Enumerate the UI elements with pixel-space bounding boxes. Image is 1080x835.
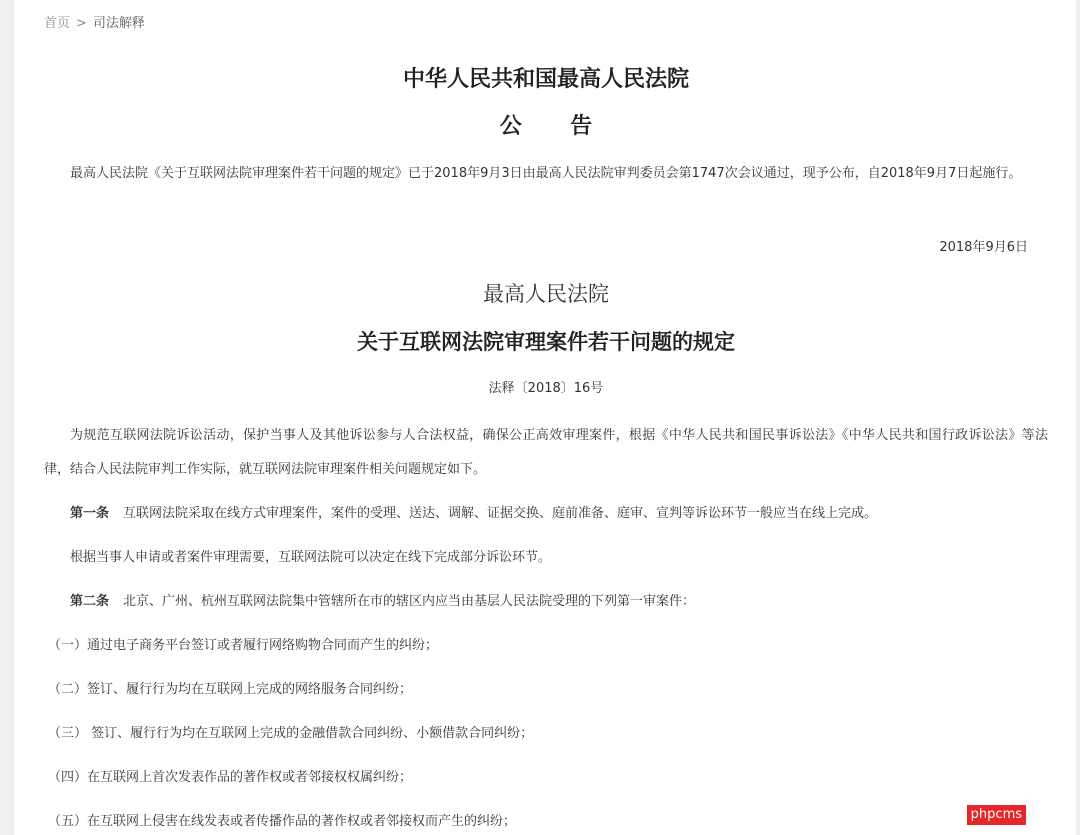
list-item: （二）签订、履行行为均在互联网上完成的网络服务合同纠纷； [48,682,413,697]
page [14,0,1076,835]
regulation-court-name: 最高人民法院 [483,282,609,306]
article-2-text: 北京、广州、杭州互联网法院集中管辖所在市的辖区内应当由基层人民法院受理的下列第一审案件： [123,594,696,609]
regulation-title: 关于互联网法院审理案件若干问题的规定 [357,330,735,354]
watermark-logo: phpcms [967,805,1026,825]
list-item: （三） 签订、履行行为均在互联网上完成的金融借款合同纠纷、小额借款合同纠纷； [48,726,534,741]
notice-body [44,157,1048,191]
list-item: （五）在互联网上侵害在线发表或者传播作品的著作权或者邻接权而产生的纠纷； [48,814,517,829]
notice-title: 公告 [499,114,641,139]
article-1-paragraph [44,497,1048,531]
regulation-intro-paragraph: 为规范互联网法院诉讼活动，保护当事人及其他诉讼参与人合法权益，确保公正高效审理案件，根据《中华人民共和国民事诉讼法》《中华人民共和国行政诉讼法》等法律，结合人民法院审判工作实际，就互联网法院审理案件相关问题规定如下。 [44,428,1048,477]
article-1-second-paragraph: 根据当事人申请或者案件审理需要，互联网法院可以决定在线下完成部分诉讼环节。 [70,550,552,565]
notice-paragraph: 最高人民法院《关于互联网法院审理案件若干问题的规定》已于2018年9月3日由最高人民法院审判委员会第1747次会议通过，现予公布，自2018年9月7日起施行。 [70,166,1022,181]
list-item: （四）在互联网上首次发表作品的著作权或者邻接权权属纠纷； [48,770,413,785]
list-item: （一）通过电子商务平台签订或者履行网络购物合同而产生的纠纷； [48,638,439,653]
notice-issuer-title: 中华人民共和国最高人民法院 [402,67,689,92]
notice-date: 2018年9月6日 [939,240,1028,255]
article-1-label: 第一条 [70,506,110,521]
regulation-body [44,419,1048,835]
article-2-paragraph [44,585,1048,619]
breadcrumb [44,15,145,33]
article-1-text: 互联网法院采取在线方式审理案件，案件的受理、送达、调解、证据交换、庭前准备、庭审、宣判等诉讼环节一般应当在线上完成。 [123,506,878,521]
breadcrumb-home-link[interactable]: 首页 [44,16,71,31]
breadcrumb-separator: > [76,16,87,31]
breadcrumb-current-link[interactable]: 司法解释 [92,16,145,31]
regulation-doc-number: 法释〔2018〕16号 [488,381,604,396]
article-2-label: 第二条 [70,594,110,609]
